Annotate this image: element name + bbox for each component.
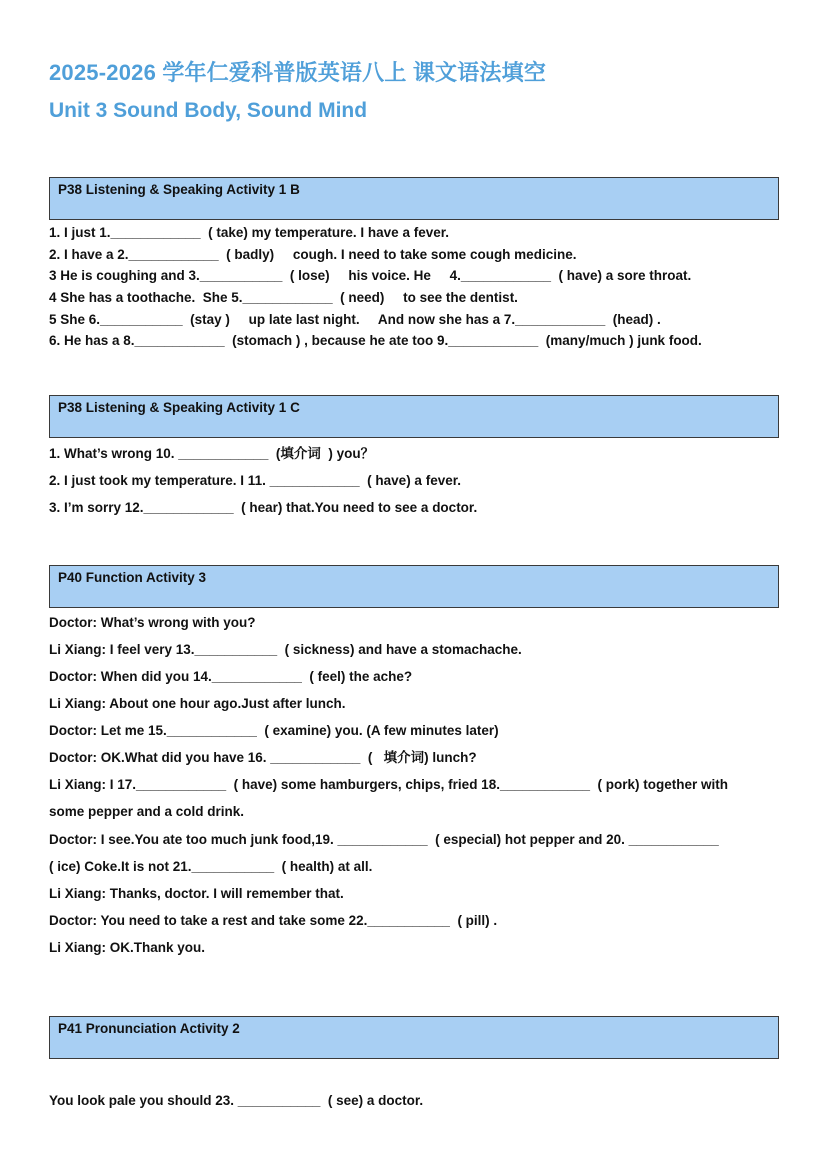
dialogue-line: Li Xiang: I feel very 13.___________ ( sickness) and have a stomachache. — [49, 642, 522, 657]
dialogue-line: Li Xiang: I 17.____________ ( have) some hamburgers, chips, fried 18.____________ ( pork) together with — [49, 777, 729, 792]
exercise-line: 4 She has a toothache. She 5.____________ ( need) to see the dentist. — [49, 290, 518, 305]
section-header: P41 Pronunciation Activity 2 — [58, 1021, 240, 1036]
exercise-line: 6. He has a 8.____________ (stomach ) , because he ate too 9.____________ (many/much ) junk food. — [49, 333, 702, 348]
dialogue-line: Doctor: When did you 14.____________ ( feel) the ache? — [49, 669, 413, 684]
exercise-line: 5 She 6.___________ (stay ) up late last night. And now she has a 7.____________ (head) . — [49, 312, 661, 327]
section-header-box — [49, 395, 779, 438]
unit-title: Unit 3 Sound Body, Sound Mind — [49, 99, 368, 122]
section-header-box — [49, 1016, 779, 1059]
dialogue-line: Doctor: You need to take a rest and take some 22.___________ ( pill) . — [49, 913, 498, 928]
section-header: P40 Function Activity 3 — [58, 570, 207, 585]
dialogue-line: Doctor: I see.You ate too much junk food,19. ____________ ( especial) hot pepper and 20. ____________ — [49, 832, 719, 847]
section-header: P38 Listening & Speaking Activity 1 C — [58, 400, 300, 415]
dialogue-line: some pepper and a cold drink. — [49, 804, 245, 819]
section-header-box — [49, 177, 779, 220]
exercise-line: 1. What’s wrong 10. ____________ (填介词 ) you？ — [49, 446, 375, 461]
dialogue-line: Doctor: What’s wrong with you? — [49, 615, 256, 630]
exercise-line: You look pale you should 23. ___________ ( see) a doctor. — [49, 1093, 424, 1108]
section-header-box — [49, 565, 779, 608]
exercise-line: 2. I have a 2.____________ ( badly) cough. I need to take some cough medicine. — [49, 247, 577, 262]
exercise-line: 3 He is coughing and 3.___________ ( lose) his voice. He 4.____________ ( have) a sore throat. — [49, 268, 692, 283]
exercise-line: 2. I just took my temperature. I 11. ____________ ( have) a fever. — [49, 473, 461, 488]
dialogue-line: ( ice) Coke.It is not 21.___________ ( health) at all. — [49, 859, 373, 874]
dialogue-line: Li Xiang: About one hour ago.Just after lunch. — [49, 696, 346, 711]
document-title: 2025-2026 学年仁爱科普版英语八上 课文语法填空 — [49, 60, 547, 85]
exercise-line: 1. I just 1.____________ ( take) my temperature. I have a fever. — [49, 225, 449, 240]
dialogue-line: Li Xiang: OK.Thank you. — [49, 940, 206, 955]
dialogue-line: Li Xiang: Thanks, doctor. I will remember that. — [49, 886, 344, 901]
dialogue-line: Doctor: OK.What did you have 16. ____________ ( 填介词) lunch? — [49, 750, 477, 765]
exercise-line: 3. I’m sorry 12.____________ ( hear) that.You need to see a doctor. — [49, 500, 478, 515]
section-header: P38 Listening & Speaking Activity 1 B — [58, 182, 300, 197]
dialogue-line: Doctor: Let me 15.____________ ( examine) you. (A few minutes later) — [49, 723, 499, 738]
